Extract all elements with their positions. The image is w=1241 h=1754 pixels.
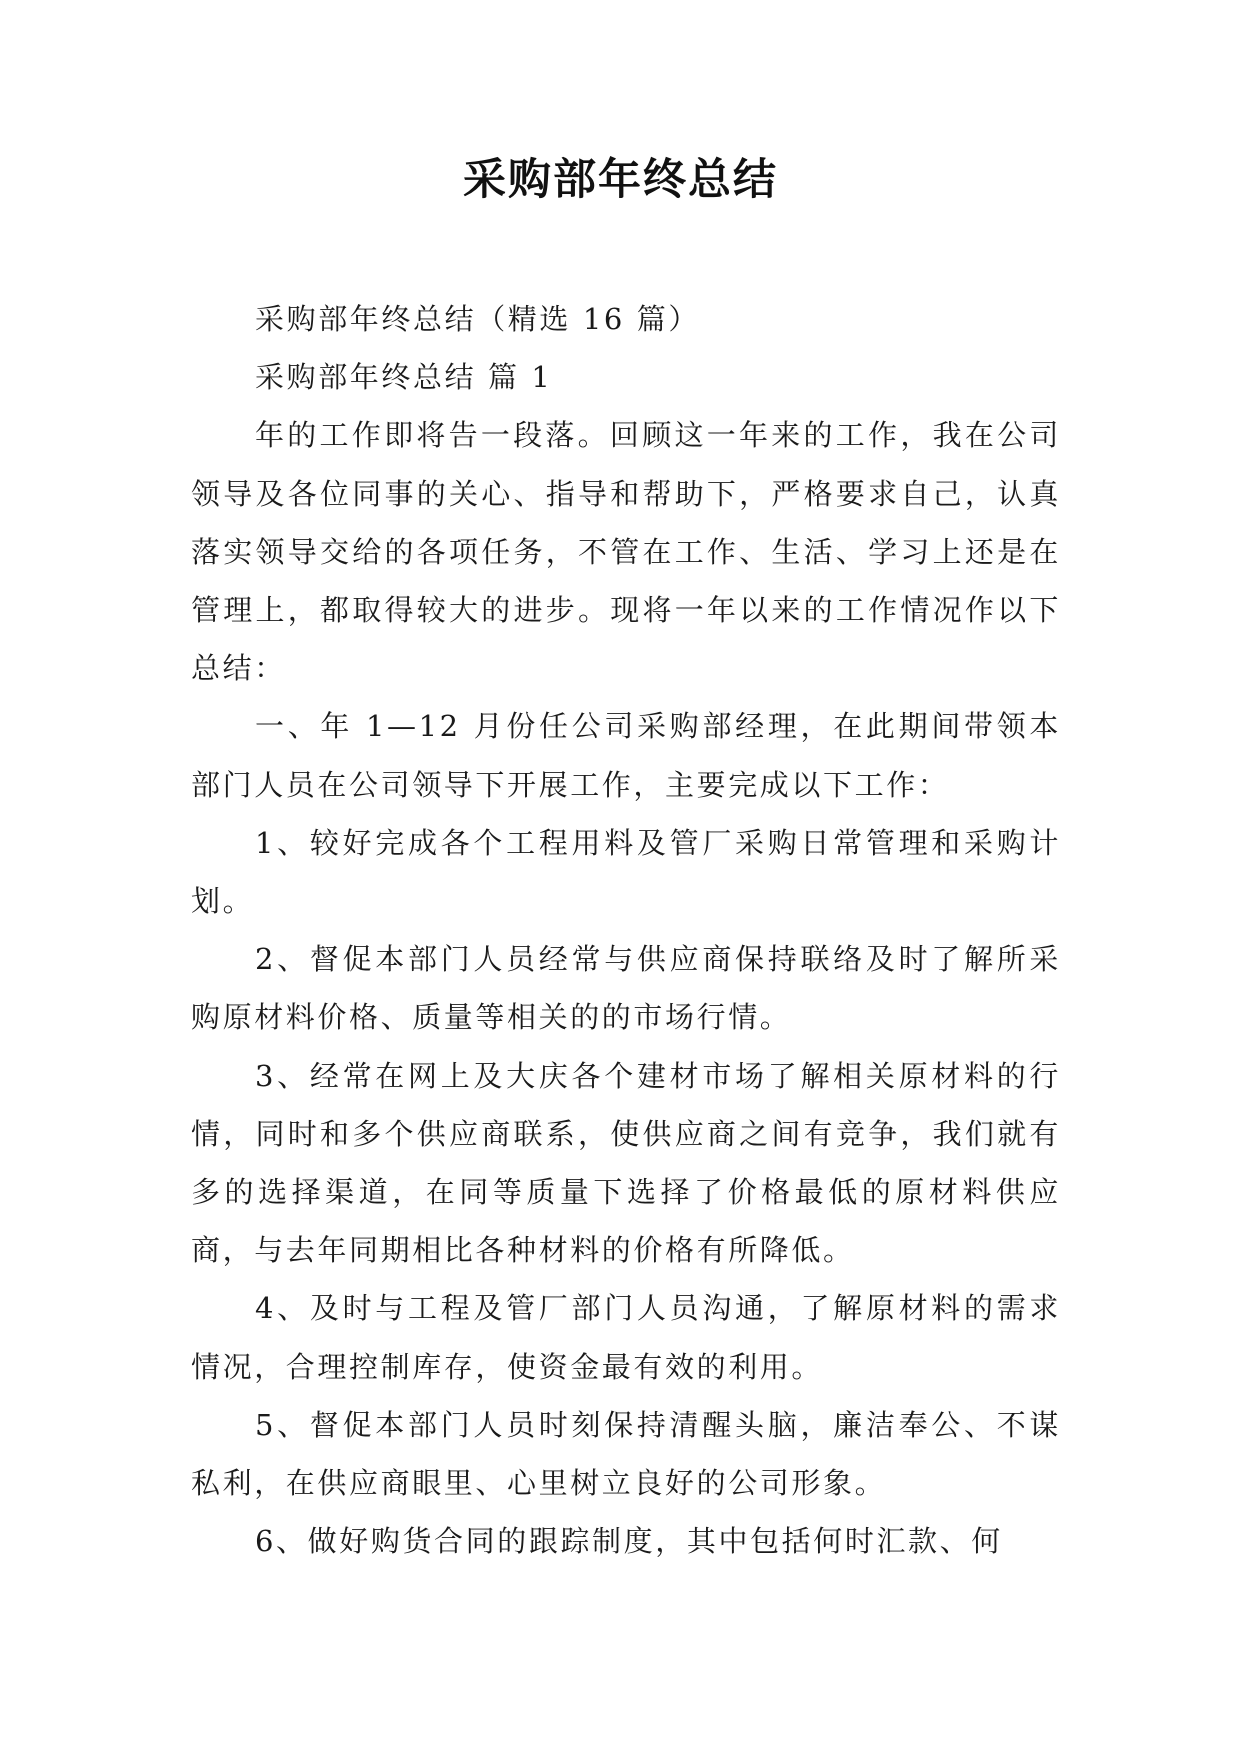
document-title: 采购部年终总结 (463, 155, 778, 205)
paragraph-subtitle: 采购部年终总结（精选 16 篇） (255, 302, 700, 336)
paragraph-section-heading: 采购部年终总结 篇 1 (255, 360, 553, 395)
paragraph: 6、做好购货合同的跟踪制度，其中包括何时汇款、何 (255, 1524, 1003, 1559)
paragraph: 一、年 1—12 月份任公司采购部经理，在此期间带领本部门人员在公司领导下开展工作，主要完成以下工作： (191, 709, 1061, 802)
paragraph: 4、及时与工程及管厂部门人员沟通，了解原材料的需求情况，合理控制库存，使资金最有效的利用。 (191, 1291, 1061, 1384)
paragraph: 5、督促本部门人员时刻保持清醒头脑，廉洁奉公、不谋私利，在供应商眼里、心里树立良好的公司形象。 (191, 1407, 1061, 1501)
paragraph: 1、较好完成各个工程用料及管厂采购日常管理和采购计划。 (191, 825, 1061, 919)
document-body (191, 290, 1061, 1570)
paragraph: 年的工作即将告一段落。回顾这一年来的工作，我在公司领导及各位同事的关心、指导和帮助下，严格要求自己，认真落实领导交给的各项任务，不管在工作、生活、学习上还是在管理上，都取得较大的进步。现将一年以来的工作情况作以下总结： (191, 418, 1061, 686)
paragraph: 2、督促本部门人员经常与供应商保持联络及时了解所采购原材料价格、质量等相关的的市场行情。 (191, 942, 1061, 1035)
paragraph: 3、经常在网上及大庆各个建材市场了解相关原材料的行情，同时和多个供应商联系，使供应商之间有竞争，我们就有多的选择渠道，在同等质量下选择了价格最低的原材料供应商，与去年同期相比各种材料的价格有所降低。 (191, 1058, 1061, 1268)
